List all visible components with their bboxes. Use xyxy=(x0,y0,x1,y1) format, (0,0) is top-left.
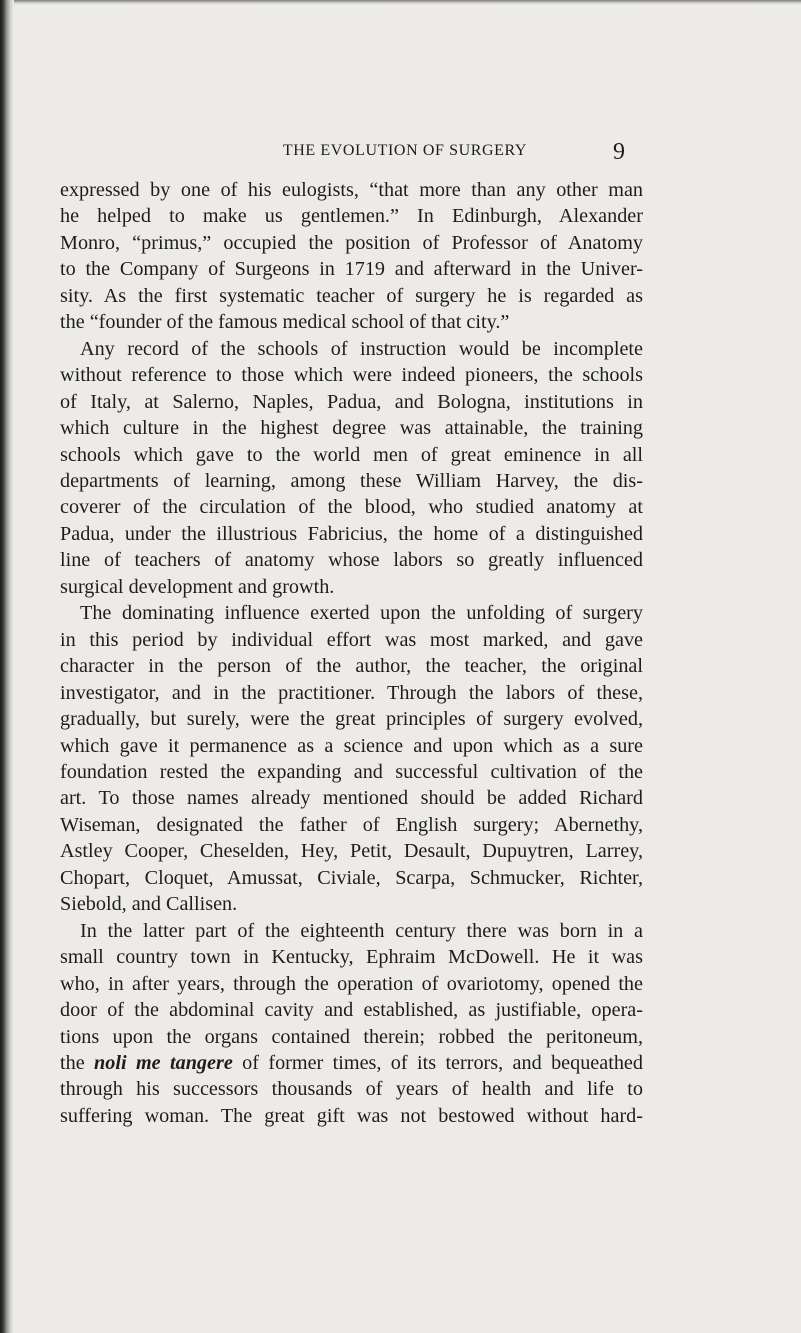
text-line: Siebold, and Callisen. xyxy=(60,893,238,916)
text-line: tions upon the organs contained therein; robbed the peritoneum, xyxy=(60,1025,643,1048)
running-head xyxy=(60,140,750,164)
page-top-edge xyxy=(0,0,801,5)
text-line: schools which gave to the world men of great eminence in all xyxy=(60,443,643,466)
text-line: of Italy, at Salerno, Naples, Padua, and Bologna, institutions in xyxy=(60,390,643,413)
text-line: art. To those names already mentioned should be added Richard xyxy=(60,787,643,810)
text-line: character in the person of the author, the teacher, the original xyxy=(60,655,643,678)
text-line-with-italic xyxy=(60,1050,643,1076)
text-line: The dominating influence exerted upon the unfolding of surgery xyxy=(80,602,643,625)
page-number: 9 xyxy=(613,139,625,165)
text-line: suffering woman. The great gift was not bestowed without hard- xyxy=(60,1104,643,1127)
text-line: the “founder of the famous medical school of that city.” xyxy=(60,311,510,334)
line-end: of former times, of its terrors, and bequeathed xyxy=(232,1051,643,1074)
text-line: gradually, but surely, were the great principles of surgery evolved, xyxy=(60,708,643,731)
text-line: Chopart, Cloquet, Amussat, Civiale, Scarpa, Schmucker, Richter, xyxy=(60,866,643,889)
text-line: in this period by individual effort was most marked, and gave xyxy=(60,628,643,651)
text-line: foundation rested the expanding and successful cultivation of the xyxy=(60,760,643,783)
text-line: he helped to make us gentlemen.” In Edinburgh, Alexander xyxy=(60,205,643,228)
text-line: investigator, and in the practitioner. Through the labors of these, xyxy=(60,681,643,704)
latin-phrase: noli me tangere xyxy=(94,1051,233,1074)
text-line: which gave it permanence as a science and upon which as a sure xyxy=(60,734,643,757)
text-line: door of the abdominal cavity and established, as justifiable, opera- xyxy=(60,999,643,1022)
text-line: departments of learning, among these William Harvey, the dis- xyxy=(60,469,643,492)
text-line: who, in after years, through the operation of ovariotomy, opened the xyxy=(60,972,643,995)
text-line: which culture in the highest degree was attainable, the training xyxy=(60,417,643,440)
text-line: small country town in Kentucky, Ephraim McDowell. He it was xyxy=(60,946,643,969)
text-line: to the Company of Surgeons in 1719 and afterward in the Univer- xyxy=(60,258,643,281)
text-line: line of teachers of anatomy whose labors so greatly influenced xyxy=(60,549,643,572)
text-line: through his successors thousands of years of health and life to xyxy=(60,1078,643,1101)
text-line: expressed by one of his eulogists, “that more than any other man xyxy=(60,179,643,201)
text-line: coverer of the circulation of the blood, who studied anatomy at xyxy=(60,496,643,519)
text-line: Wiseman, designated the father of English surgery; Abernethy, xyxy=(60,813,643,836)
text-line: In the latter part of the eighteenth century there was born in a xyxy=(80,919,643,942)
body-text xyxy=(60,177,643,1129)
book-gutter-shadow xyxy=(0,0,14,1333)
line-start: the xyxy=(60,1051,95,1074)
text-line: without reference to those which were indeed pioneers, the schools xyxy=(60,364,643,387)
running-title: THE EVOLUTION OF SURGERY xyxy=(282,142,528,159)
text-line: sity. As the first systematic teacher of surgery he is regarded as xyxy=(60,284,643,307)
text-line: surgical development and growth. xyxy=(60,575,335,598)
text-line: Any record of the schools of instruction would be incomplete xyxy=(80,337,643,360)
text-line: Padua, under the illustrious Fabricius, the home of a distinguished xyxy=(60,522,643,545)
text-line: Monro, “primus,” occupied the position of Professor of Anatomy xyxy=(60,231,643,254)
text-line: Astley Cooper, Cheselden, Hey, Petit, Desault, Dupuytren, Larrey, xyxy=(60,840,643,863)
